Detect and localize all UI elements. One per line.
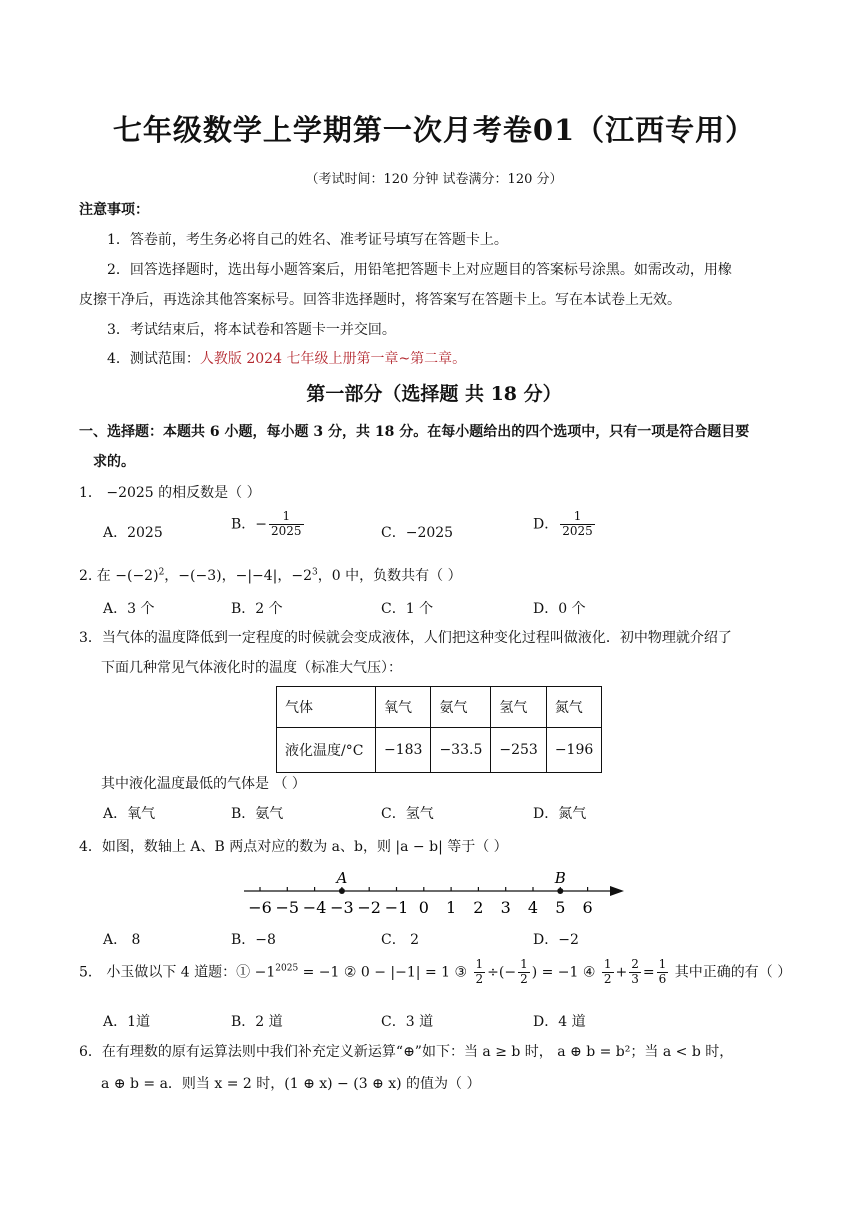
- number-line-diagram: [240, 862, 630, 922]
- fraction-denominator: 2025: [271, 523, 302, 538]
- number-line-tick-label: 3: [500, 898, 511, 917]
- q2-stem-part: ，0 中，负数共有（ ）: [317, 568, 462, 584]
- table-cell: 氢气: [491, 687, 546, 728]
- q5-stem-part: ) = −1 ④: [531, 964, 600, 981]
- number-line-tick-label: −1: [384, 898, 409, 917]
- q5-stem: [79, 958, 791, 987]
- point-b-label: B: [554, 869, 566, 887]
- q2-stem-part: ，−(−3)，−|−4|，−2: [164, 568, 313, 584]
- number-line-tick-label: −5: [275, 898, 300, 917]
- q1-option-c: C．−2025: [381, 525, 454, 541]
- q2-option-c: C．1 个: [381, 601, 434, 617]
- fraction-numerator: 2: [631, 957, 639, 971]
- table-row: [277, 687, 602, 728]
- q1-option-d: [533, 510, 597, 539]
- q4-option-c: C． 2: [381, 932, 420, 948]
- q5-stem-part: +: [615, 964, 628, 981]
- table-cell: −196: [546, 728, 601, 773]
- section-intro-a: 一、选择题：本题共 6 小题，每小题 3 分，共 18 分。在每小题给出的四个选项中，只有一项是符合题目要: [79, 424, 750, 440]
- point-b: [557, 888, 563, 894]
- q1-option-d-prefix: D．: [533, 516, 559, 533]
- number-line-tick-label: 2: [473, 898, 484, 917]
- fraction-denominator: 2: [603, 971, 612, 986]
- fraction-numerator: 1: [269, 510, 304, 525]
- notice-item-2a: 2．回答选择题时，选出每小题答案后，用铅笔把答题卡上对应题目的答案标号涂黑。如需改动，用橡: [107, 262, 732, 278]
- q6-stem-a: 6．在有理数的原有运算法则中我们补充定义新运算“⊕”如下：当 a ≥ b 时， a ⊕ b = b²；当 a < b 时，: [79, 1044, 734, 1060]
- q3-option-a: A．氧气: [103, 806, 156, 822]
- table-cell: 氨气: [431, 687, 491, 728]
- fraction: [629, 958, 641, 987]
- number-line-tick-label: 1: [446, 898, 457, 917]
- liquefaction-table: [276, 686, 602, 773]
- fraction: [657, 958, 669, 987]
- q5-stem-part: 5． 小玉做以下 4 道题：① −1: [79, 964, 276, 981]
- fraction-numerator: 1: [603, 957, 612, 971]
- q2-exponent: 3: [312, 567, 318, 578]
- q5-option-c: C．3 道: [381, 1014, 434, 1030]
- q4-option-d: D．−2: [533, 932, 579, 948]
- q1-option-d-fraction: [560, 510, 595, 539]
- q1-option-b-prefix: B．−: [231, 516, 268, 533]
- table-cell: 氮气: [546, 687, 601, 728]
- fraction-numerator: 1: [475, 957, 484, 971]
- q1-stem: 1． −2025 的相反数是（ ）: [79, 485, 261, 501]
- q2-option-a: A．3 个: [103, 601, 155, 617]
- fraction-denominator: 2: [520, 971, 528, 986]
- q5-option-a: A．1道: [103, 1014, 151, 1030]
- number-line-tick-label: −4: [302, 898, 327, 917]
- q4-stem: 4．如图，数轴上 A、B 两点对应的数为 a、b，则 |a − b| 等于（ ）: [79, 839, 508, 855]
- fraction-numerator: 1: [520, 957, 528, 971]
- q5-stem-part: ÷(−: [487, 964, 517, 981]
- notice-item-2b: 皮擦干净后，再选涂其他答案标号。回答非选择题时，将答案写在答题卡上。写在本试卷上无效。: [79, 292, 681, 308]
- fraction-denominator: 3: [631, 971, 639, 986]
- q2-option-d: D．0 个: [533, 601, 586, 617]
- table-cell: −183: [376, 728, 431, 773]
- q2-stem: [79, 565, 462, 585]
- section-title: 第一部分（选择题 共 18 分）: [306, 383, 562, 405]
- q5-exponent: 2025: [275, 963, 299, 974]
- number-line-tick-label: −2: [357, 898, 381, 917]
- q4-option-a: A． 8: [103, 932, 141, 948]
- table-cell: 氧气: [376, 687, 431, 728]
- table-cell: −33.5: [431, 728, 491, 773]
- q1-option-b-fraction: [269, 510, 304, 539]
- test-range: 人教版 2024 七年级上册第一章~第二章。: [199, 351, 467, 367]
- table-row: [277, 728, 602, 773]
- point-a-label: A: [336, 869, 348, 887]
- q3-option-c: C．氢气: [381, 806, 434, 822]
- section-intro-b: 求的。: [93, 454, 135, 470]
- arrow-right-icon: [610, 886, 624, 896]
- fraction-denominator: 6: [658, 971, 667, 986]
- table-cell: 气体: [277, 687, 376, 728]
- fraction-numerator: 1: [560, 510, 595, 525]
- fraction-numerator: 1: [658, 957, 667, 971]
- q3-stem-a: 3．当气体的温度降低到一定程度的时候就会变成液体，人们把这种变化过程叫做液化．初中物理就介绍了: [79, 630, 732, 646]
- number-line-tick-label: 6: [582, 898, 593, 917]
- notice-heading: 注意事项：: [79, 202, 149, 218]
- q3-stem-b: 下面几种常见气体液化时的温度（标准大气压）：: [101, 660, 402, 676]
- number-line-tick-label: 5: [555, 898, 566, 917]
- q5-option-d: D．4 道: [533, 1014, 586, 1030]
- q3-question: 其中液化温度最低的气体是 （ ）: [101, 776, 306, 792]
- fraction: [602, 958, 614, 987]
- q5-stem-part: = −1 ② 0 − |−1| = 1 ③: [298, 964, 472, 981]
- table-cell: −253: [491, 728, 546, 773]
- number-line-tick-label: 0: [418, 898, 429, 917]
- q2-stem-part: 2. 在 −(−2): [79, 568, 159, 584]
- q4-option-b: B．−8: [231, 932, 276, 948]
- q2-exponent: 2: [158, 567, 165, 578]
- notice-item-3: 3．考试结束后，将本试卷和答题卡一并交回。: [107, 322, 396, 338]
- point-a: [339, 888, 345, 894]
- q2-option-b: B．2 个: [231, 601, 283, 617]
- table-cell: 液化温度/°C: [277, 728, 376, 773]
- notice-item-4: [107, 348, 466, 368]
- number-line-tick-label: 4: [527, 898, 539, 917]
- number-line-tick-label: −6: [248, 898, 272, 917]
- q1-option-b: [231, 510, 306, 539]
- q3-option-d: D．氮气: [533, 806, 587, 822]
- fraction: [474, 958, 486, 987]
- q6-stem-b: a ⊕ b = a．则当 x = 2 时，(1 ⊕ x) − (3 ⊕ x) 的值为（ ）: [101, 1076, 481, 1092]
- fraction: [518, 958, 530, 987]
- notice-item-1: 1．答卷前，考生务必将自己的姓名、准考证号填写在答题卡上。: [107, 232, 508, 248]
- q5-option-b: B．2 道: [231, 1014, 283, 1030]
- q3-option-b: B．氨气: [231, 806, 284, 822]
- fraction-denominator: 2025: [562, 523, 593, 538]
- q5-stem-part: 其中正确的有（ ）: [670, 964, 792, 981]
- q5-stem-part: =: [642, 964, 655, 981]
- number-line-tick-label: −3: [330, 898, 354, 917]
- fraction-denominator: 2: [475, 971, 484, 986]
- q1-option-a: A．2025: [103, 525, 163, 541]
- exam-info: （考试时间：120 分钟 试卷满分：120 分）: [305, 172, 563, 187]
- notice-item-4-prefix: 4．测试范围：: [107, 351, 200, 367]
- page-title: 七年级数学上学期第一次月考卷01（江西专用）: [112, 113, 756, 147]
